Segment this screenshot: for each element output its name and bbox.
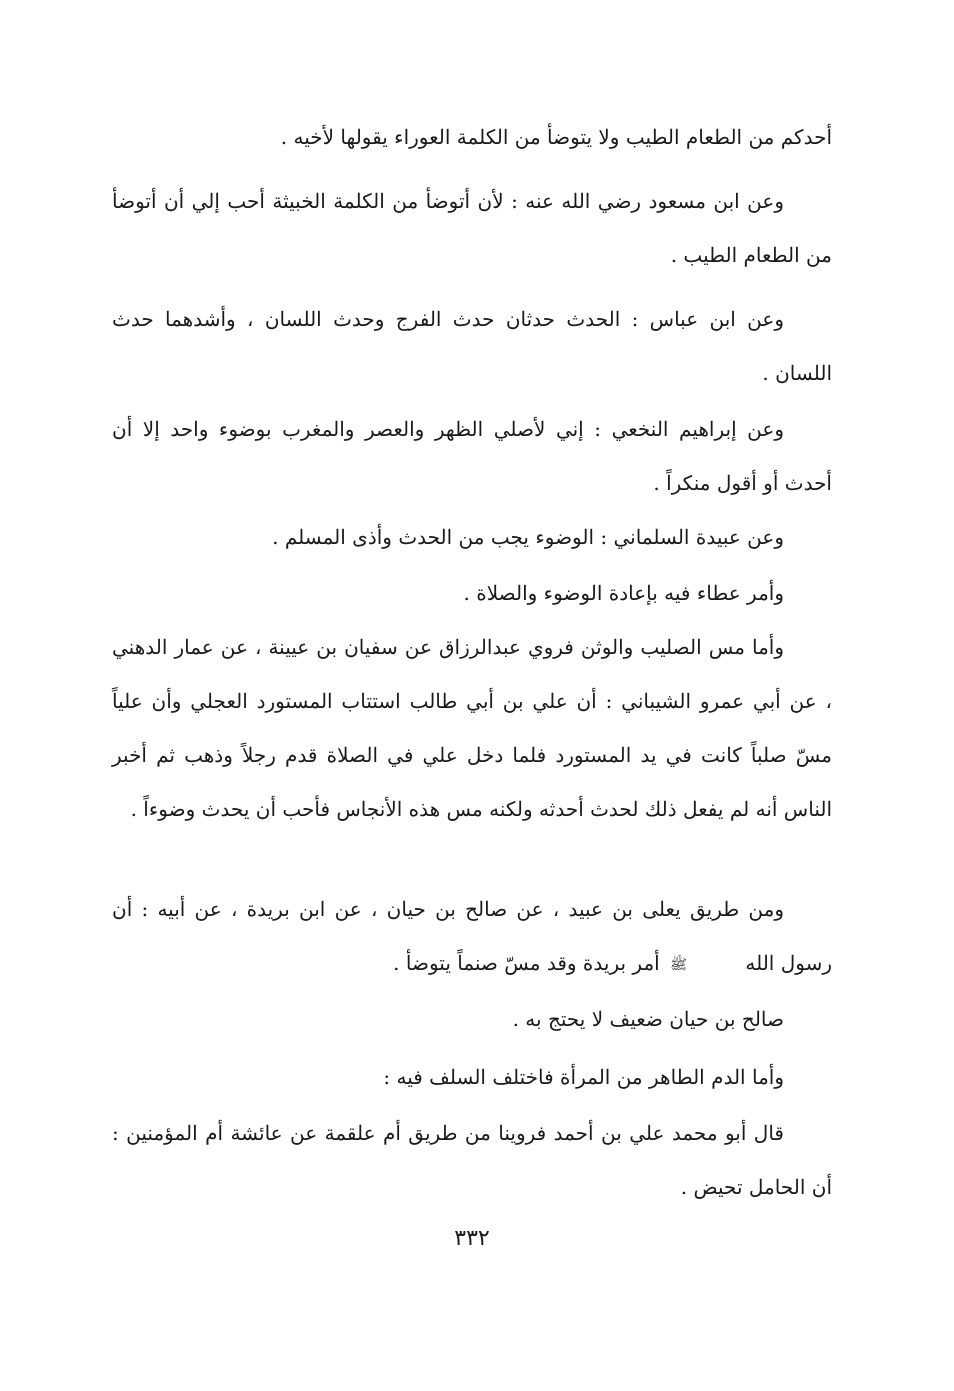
paragraph-1: أحدكم من الطعام الطيب ولا يتوضأ من الكلمة العوراء يقولها لأخيه . bbox=[280, 125, 832, 149]
honorific-glyph: ﷺ bbox=[670, 956, 687, 973]
paragraph-9: صالح بن حيان ضعيف لا يحتج به . bbox=[512, 1007, 784, 1031]
paragraph-3: وعن ابن عباس : الحدث حدثان حدث الفرج وحدث اللسان ، وأشدهما حدث اللسان . bbox=[112, 307, 832, 385]
paragraph-8 bbox=[112, 882, 832, 992]
paragraph-10: وأما الدم الطاهر من المرأة فاختلف السلف فيه : bbox=[383, 1065, 784, 1089]
paragraph-6: وأمر عطاء فيه بإعادة الوضوء والصلاة . bbox=[463, 581, 784, 605]
paragraph-4: وعن إبراهيم النخعي : إني لأصلي الظهر والعصر والمغرب بوضوء واحد إلا أن أحدث أو أقول منكراً . bbox=[112, 417, 832, 495]
paragraph-11: قال أبو محمد علي بن أحمد فروينا من طريق أم علقمة عن عائشة أم المؤمنين : أن الحامل تحيض . bbox=[112, 1121, 832, 1199]
paragraph-8-tail: أمر بريدة وقد مسّ صنماً يتوضأ . bbox=[393, 951, 660, 975]
paragraph-7: وأما مس الصليب والوثن فروي عبدالرزاق عن سفيان بن عيينة ، عن عمار الدهني ، عن أبي عمرو الشيباني : أن علي بن أبي طالب استتاب المستورد العجلي وأن علياً مسّ صلباً كانت في يد المستورد فلما دخل علي في الصلاة قدم رجلاً وذهب ثم أخبر الناس أنه لم يفعل ذلك لحدث أحدثه ولكنه مس هذه الأنجاس فأحب أن يحدث وضوءاً . bbox=[112, 635, 832, 821]
paragraph-8-text: ومن طريق يعلى بن عبيد ، عن صالح بن حيان ، عن ابن بريدة ، عن أبيه : أن رسول الله bbox=[112, 897, 832, 975]
paragraph-2: وعن ابن مسعود رضي الله عنه : لأن أتوضأ من الكلمة الخبيثة أحب إلي أن أتوضأ من الطعام الطيب . bbox=[112, 189, 832, 267]
book-page bbox=[112, 96, 832, 1296]
page-number: ٣٣٢ bbox=[454, 1226, 490, 1251]
paragraph-5: وعن عبيدة السلماني : الوضوء يجب من الحدث وأذى المسلم . bbox=[272, 525, 784, 549]
